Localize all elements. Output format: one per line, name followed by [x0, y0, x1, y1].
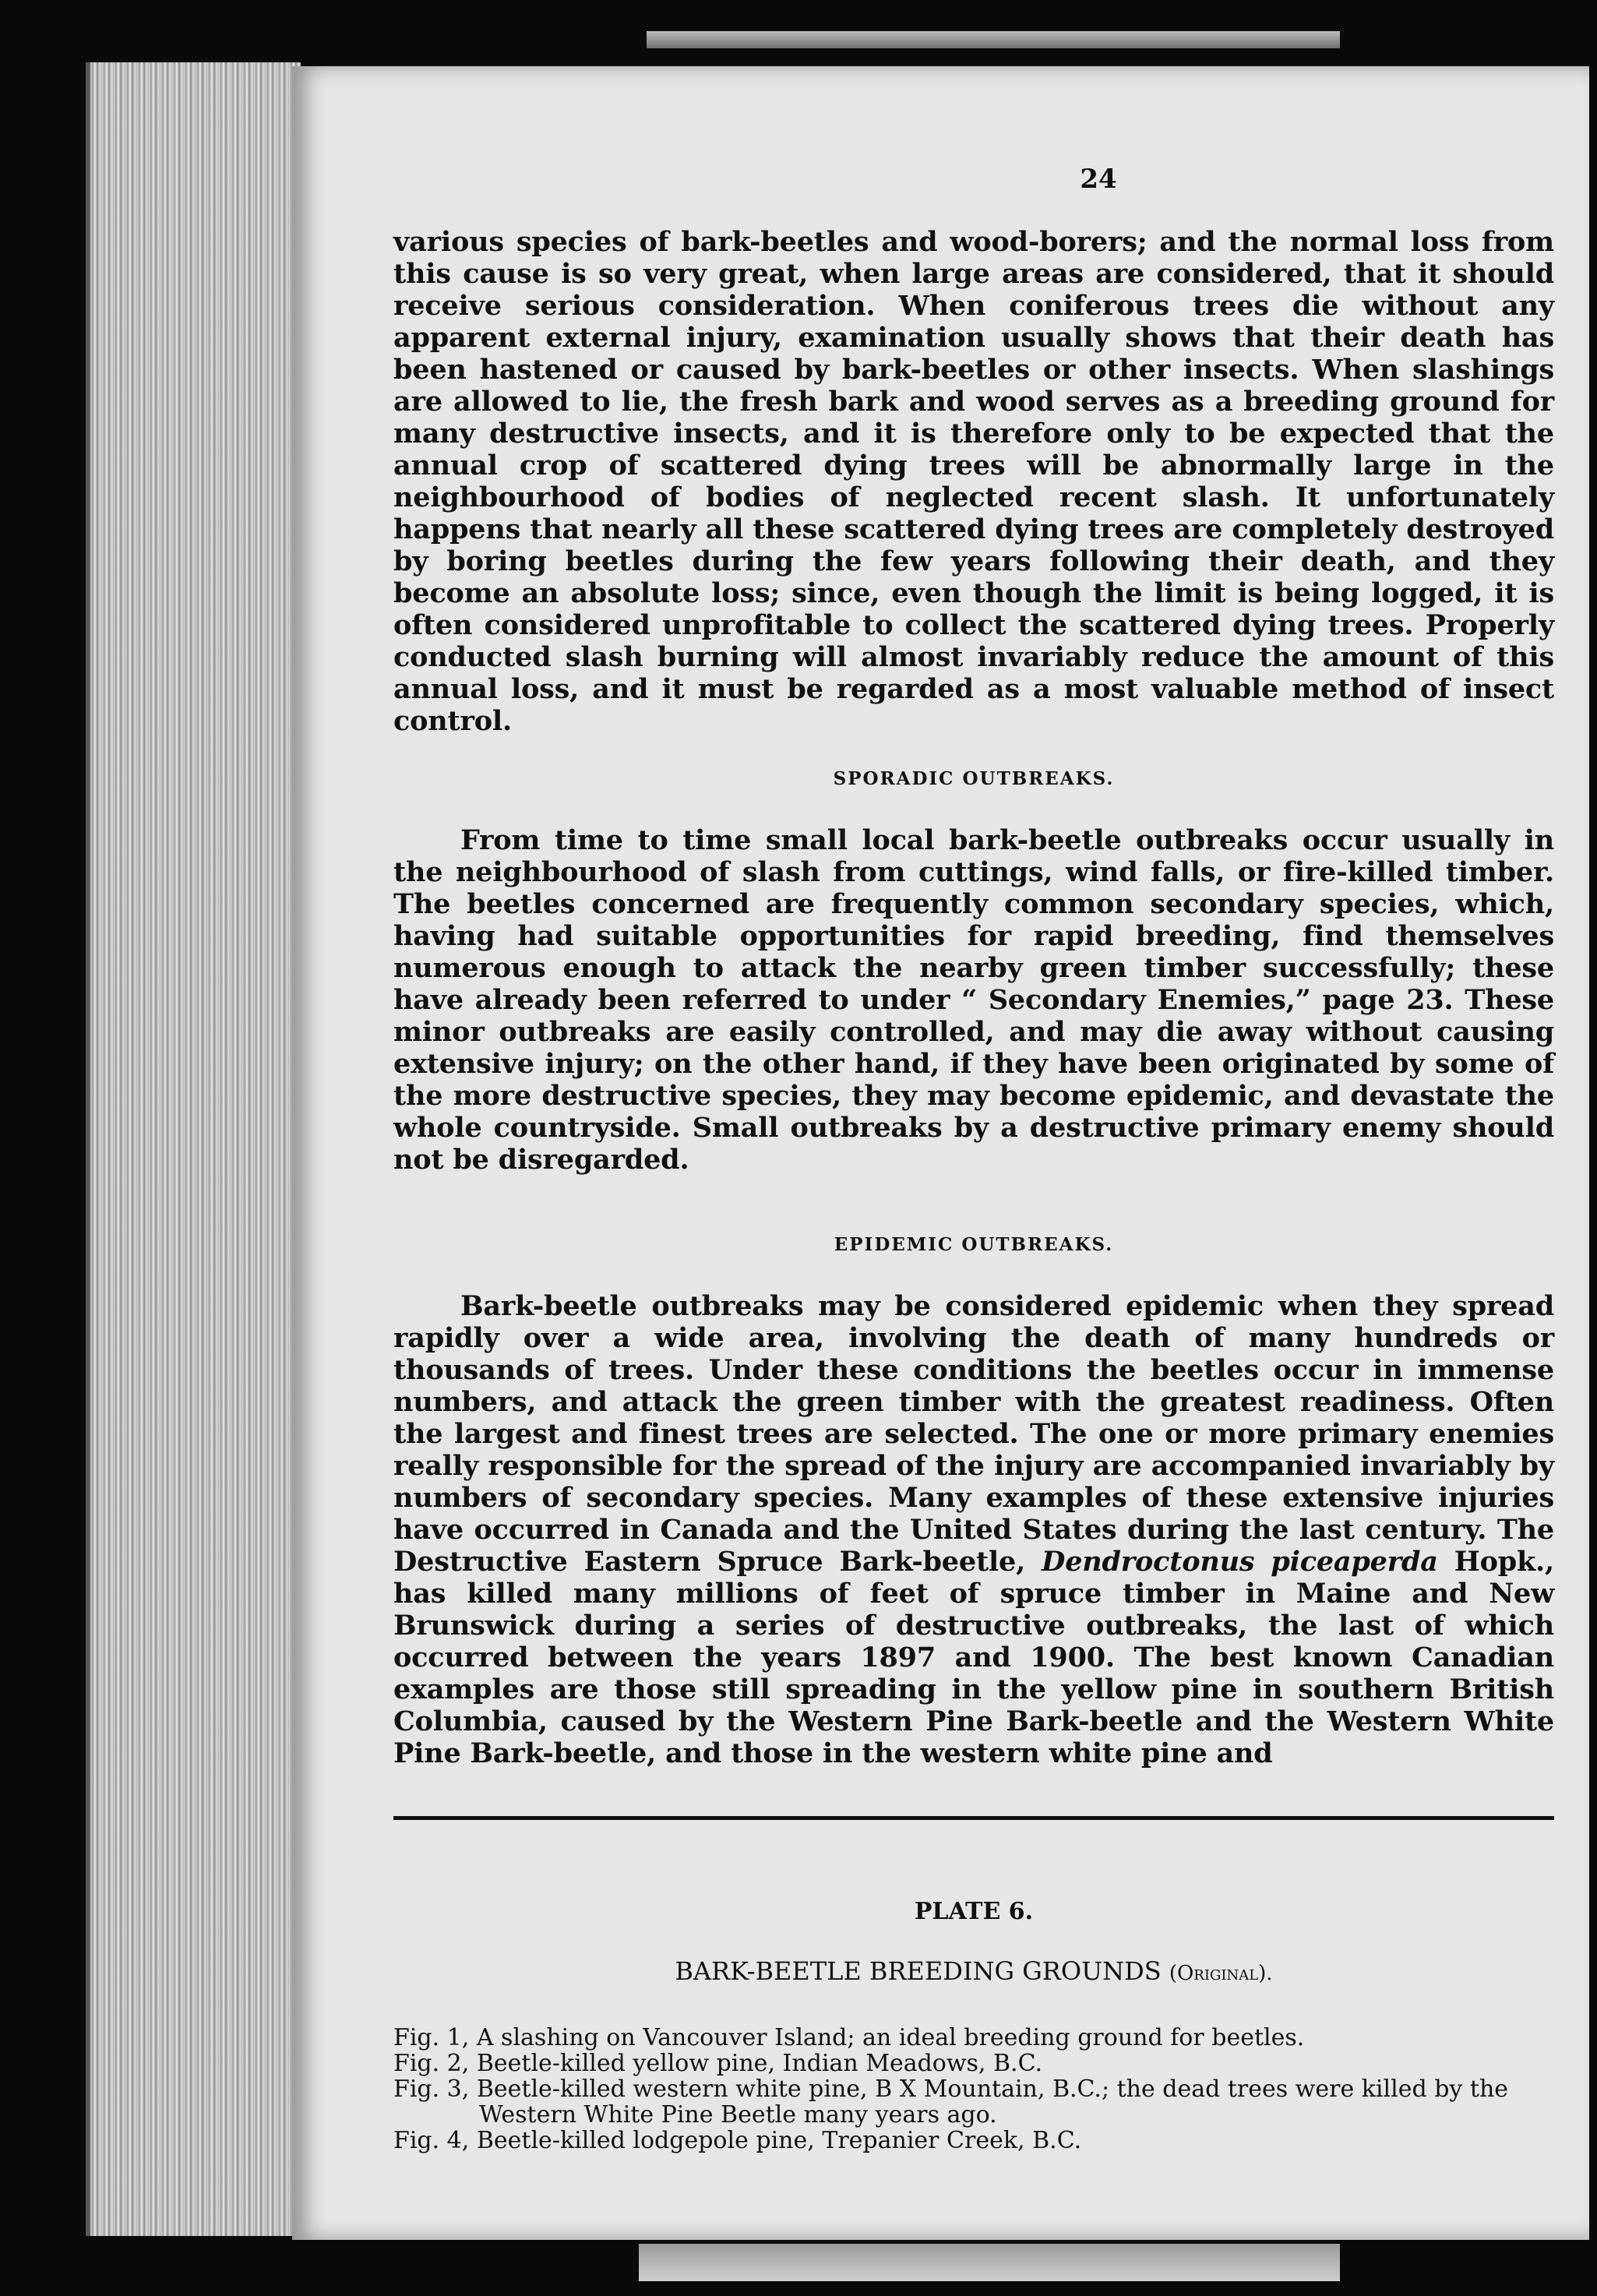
caption-fig-4: Fig. 4, Beetle-killed lodgepole pine, Trepanier Creek, B.C. [393, 2127, 1082, 2154]
plate-captions [393, 2025, 1554, 2153]
book-page [292, 66, 1589, 2240]
heading-epidemic-outbreaks: EPIDEMIC OUTBREAKS. [834, 1234, 1114, 1255]
horizontal-rule [393, 1816, 1554, 1820]
paragraph-intro: various species of bark-beetles and wood-borers; and the normal loss from this cause is so very great, when large areas are considered, that it should receive serious consideration. When coniferous trees die without any apparent external injury, examination usually shows that their death has been hastened or caused by bark-beetles or other insects. When slashings are allowed to lie, the fresh bark and wood serves as a breeding ground for many destructive insects, and it is therefore only to be expected that the annual crop of scattered dying trees will be abnormally large in the neighbourhood of bodies of neglected recent slash. It unfortunately happens that nearly all these scattered dying trees are completely destroyed by boring beetles during the few years following their death, and they become an absolute loss; since, even though the limit is being logged, it is often considered unprofitable to collect the scattered dying trees. Properly conducted slash burning will almost invariably reduce the amount of this annual loss, and it must be regarded as a most valuable method of insect control. [393, 226, 1554, 737]
species-name: Dendroctonus piceaperda [1042, 1546, 1438, 1578]
caption-fig-2: Fig. 2, Beetle-killed yellow pine, Indian Meadows, B.C. [393, 2050, 1042, 2077]
book-page-edges [86, 62, 301, 2236]
plate-title-text: BARK-BEETLE BREEDING GROUNDS [675, 1956, 1162, 1986]
plate-title [393, 1956, 1554, 1986]
scan-bottom-strip [639, 2244, 1340, 2281]
page-content [393, 164, 1554, 2153]
caption-fig-1: Fig. 1, A slashing on Vancouver Island; an ideal breeding ground for beetles. [393, 2024, 1305, 2051]
plate-label: PLATE 6. [914, 1898, 1034, 1925]
caption-fig-3: Fig. 3, Beetle-killed western white pine, B X Mountain, B.C.; the dead trees were killed by the Western White Pine Beetle many years ago. [393, 2076, 1509, 2128]
scan-top-strip [647, 31, 1340, 48]
heading-sporadic-outbreaks: SPORADIC OUTBREAKS. [833, 768, 1115, 789]
plate-title-suffix: (Original). [1169, 1962, 1273, 1985]
paragraph-epidemic-part-b: Hopk., has killed many millions of feet of spruce timber in Maine and New Brunswick during a series of destructive outbreaks, the last of which occurred between the years 1897 and 1900. The best known Canadian examples are those still spreading in the yellow pine in southern British Columbia, caused by the Western Pine Bark-beetle and the Western White Pine Bark-beetle, and those in the western white pine and [393, 1546, 1555, 1769]
paragraph-sporadic-outbreaks: From time to time small local bark-beetle outbreaks occur usually in the neighbourhood of slash from cuttings, wind falls, or fire-killed timber. The beetles concerned are frequently common secondary species, which, having had suitable opportunities for rapid breeding, find themselves numerous enough to attack the nearby green timber successfully; these have already been referred to under “ Secondary Enemies,” page 23. These minor outbreaks are easily controlled, and may die away without causing extensive injury; on the other hand, if they have been originated by some of the more destructive species, they may become epidemic, and devastate the whole countryside. Small outbreaks by a destructive primary enemy should not be disregarded. [393, 824, 1554, 1176]
page-number: 24 [1080, 164, 1117, 195]
paragraph-epidemic-part-a: Bark-beetle outbreaks may be considered epidemic when they spread rapidly over a wide area, involving the death of many hundreds or thousands of trees. Under these conditions the beetles occur in immense numbers, and attack the green timber with the greatest readiness. Often the largest and finest trees are selected. The one or more primary enemies really responsible for the spread of the injury are accompanied invariably by numbers of secondary species. Many examples of these extensive injuries have occurred in Canada and the United States during the last century. The Destructive Eastern Spruce Bark-beetle, [393, 1290, 1554, 1578]
paragraph-epidemic-outbreaks [393, 1290, 1554, 1769]
